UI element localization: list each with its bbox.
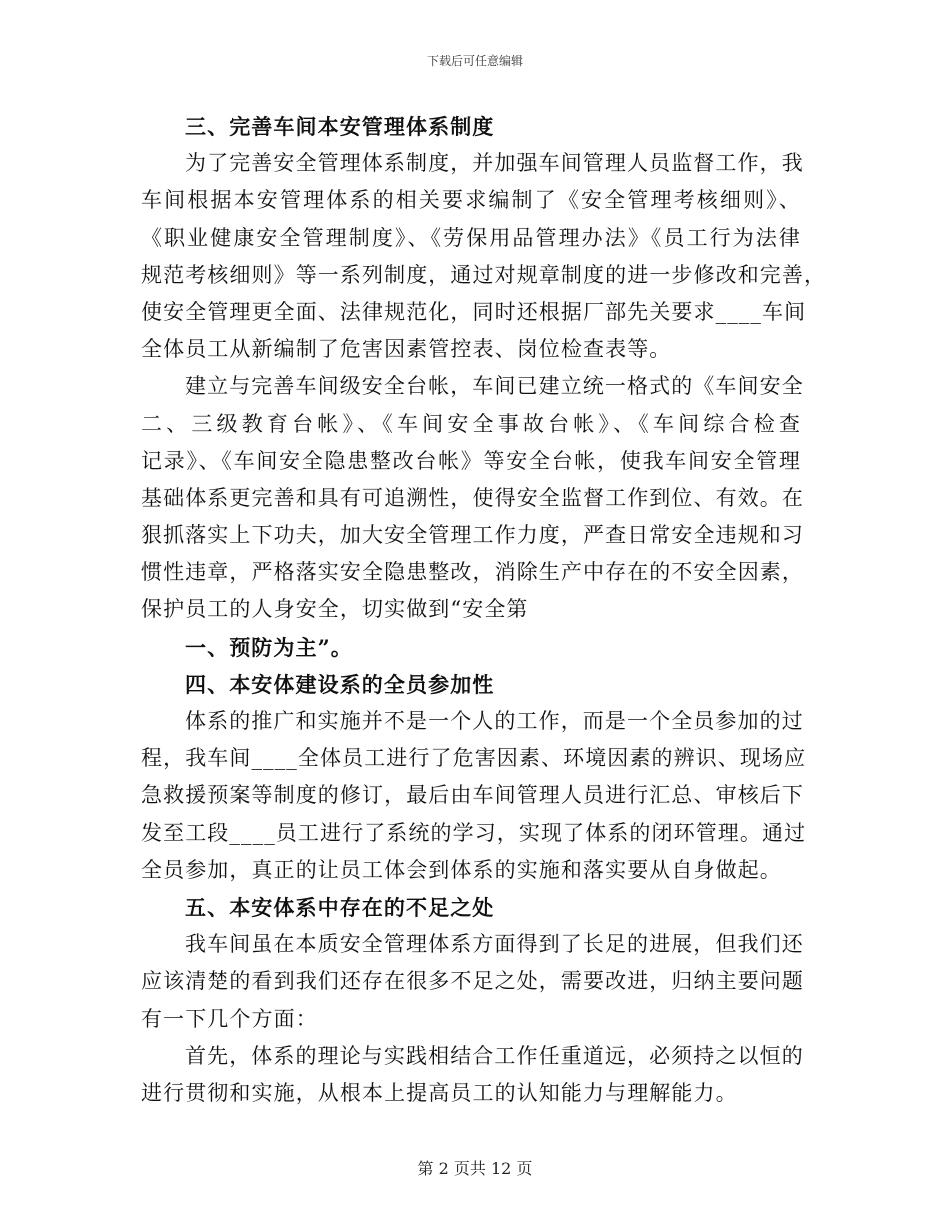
body-text-line: 狠抓落实上下功夫，加大安全管理工作力度，严查日常安全违规和习 [141,523,804,548]
body-text-line: 应该清楚的看到我们还存在很多不足之处，需要改进，归纳主要问题 [141,969,804,994]
body-text-line: 全员参加，真正的让员工体会到体系的实施和落实要从自身做起。 [141,857,782,882]
page-header: 下载后可任意编辑 [426,54,523,68]
body-text-line: 规范考核细则》等一系列制度，通过对规章制度的进一步修改和完善， [141,262,827,287]
body-text-line: 进行贯彻和实施，从根本上提高员工的认知能力与理解能力。 [141,1080,738,1105]
body-text-line: 全体员工从新编制了危害因素管控表、岗位检查表等。 [141,337,672,362]
body-text-line: 为了完善安全管理体系制度，并加强车间管理人员监督工作，我 [185,151,804,176]
body-text-line: 基础体系更完善和具有可追溯性，使得安全监督工作到位、有效。在 [141,485,804,510]
body-text-line: 急救援预案等制度的修订，最后由车间管理人员进行汇总、审核后下 [141,783,804,808]
body-text-line: 发至工段____员工进行了系统的学习，实现了体系的闭环管理。通过 [141,820,807,845]
body-text-line: 记录》、《车间安全隐患整改台帐》等安全台帐，使我车间安全管理 [141,448,801,473]
body-text-line: 程，我车间____全体员工进行了危害因素、环境因素的辨识、现场应 [141,746,807,771]
body-text-line: 保护员工的人身安全，切实做到“安全第 [141,597,529,622]
body-text-line: 《职业健康安全管理制度》、《劳保用品管理办法》《员工行为法律 [141,225,801,250]
section-heading: 四、本安体建设系的全员参加性 [185,671,495,697]
body-text-line: 有一下几个方面： [141,1006,318,1031]
body-text-line: 建立与完善车间级安全台帐，车间已建立统一格式的《车间安全 [185,374,804,399]
page-footer: 第 2 页共 12 页 [417,1159,533,1178]
body-text-line: 二、三级教育台帐》、《车间安全事故台帐》、《车间综合检查 [141,411,801,436]
body-text-line: 惯性违章，严格落实安全隐患整改，消除生产中存在的不安全因素， [141,560,804,585]
body-text-line: 体系的推广和实施并不是一个人的工作，而是一个全员参加的过 [185,709,804,733]
body-text-line: 使安全管理更全面、法律规范化，同时还根据厂部先关要求____车间 [141,299,807,324]
body-text-line: 首先，体系的理论与实践相结合工作任重道远，必须持之以恒的 [185,1043,804,1068]
section-heading: 一、预防为主”。 [185,634,353,660]
section-heading: 三、完善车间本安管理体系制度 [185,114,495,139]
body-text-line: 我车间虽在本质安全管理体系方面得到了长足的进展，但我们还 [185,932,804,957]
body-text-line: 车间根据本安管理体系的相关要求编制了《安全管理考核细则》、 [141,188,801,213]
section-heading: 五、本安体系中存在的不足之处 [185,894,495,920]
document-body [141,108,827,1112]
